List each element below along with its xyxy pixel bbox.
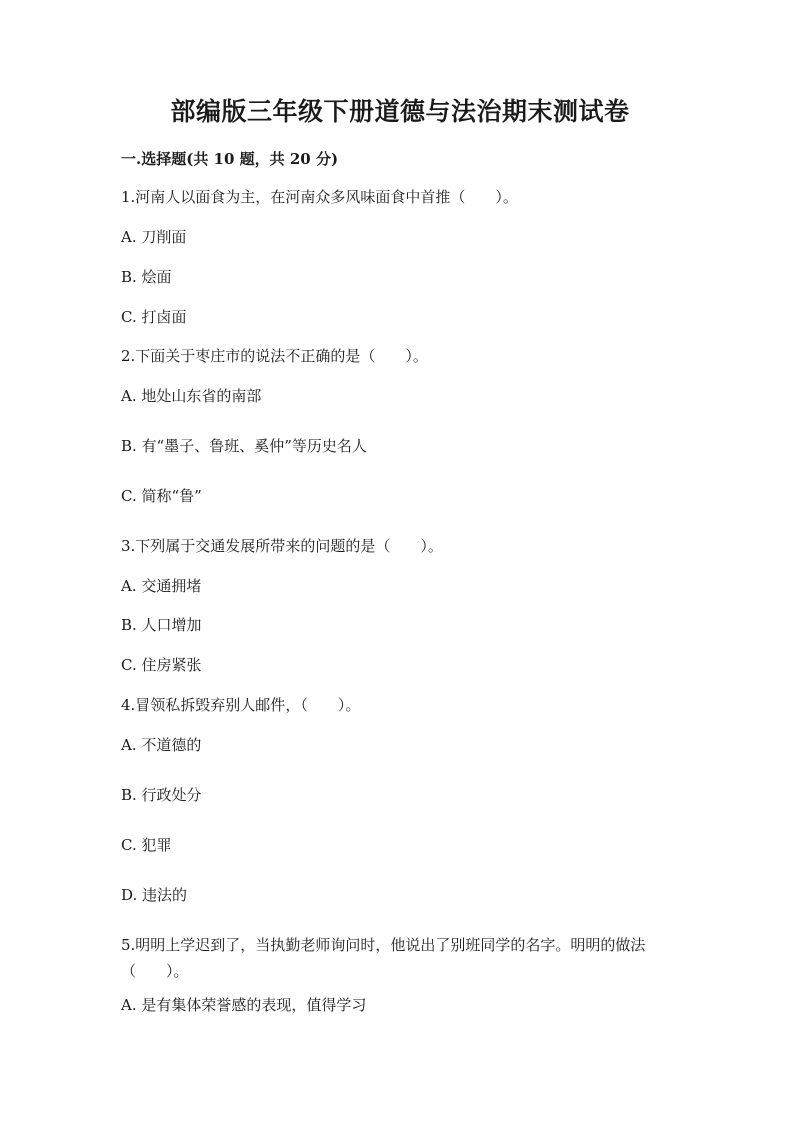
option-a: A. 刀削面 — [121, 228, 187, 246]
option-d: D. 违法的 — [121, 886, 188, 904]
option-c: C. 住房紧张 — [121, 656, 202, 674]
question-stem: 2.下面关于枣庄市的说法不正确的是（ ）。 — [121, 347, 428, 365]
question-stem: 1.河南人以面食为主，在河南众多风味面食中首推（ ）。 — [121, 188, 518, 206]
option-b: B. 烩面 — [121, 268, 172, 286]
option-a: A. 不道德的 — [121, 736, 202, 754]
option-c: C. 简称“鲁” — [121, 487, 202, 505]
question-stem: 3.下列属于交通发展所带来的问题的是（ ）。 — [121, 537, 443, 555]
option-c: C. 打卤面 — [121, 308, 187, 326]
option-a: A. 交通拥堵 — [121, 577, 202, 595]
page-title: 部编版三年级下册道德与法治期末测试卷 — [170, 97, 630, 126]
option-a: A. 是有集体荣誉感的表现，值得学习 — [121, 996, 367, 1014]
option-a: A. 地处山东省的南部 — [121, 387, 262, 405]
option-c: C. 犯罪 — [121, 836, 172, 854]
option-b: B. 人口增加 — [121, 616, 202, 634]
option-b: B. 有“墨子、鲁班、奚仲”等历史名人 — [121, 437, 367, 455]
question-stem: 5.明明上学迟到了，当执勤老师询问时，他说出了别班同学的名字。明明的做法（ ）。 — [121, 936, 646, 980]
question-stem: 4.冒领私拆毁弃别人邮件，（ ）。 — [121, 696, 361, 714]
option-b: B. 行政处分 — [121, 786, 202, 804]
section-heading: 一.选择题(共 10 题，共 20 分) — [121, 150, 339, 168]
